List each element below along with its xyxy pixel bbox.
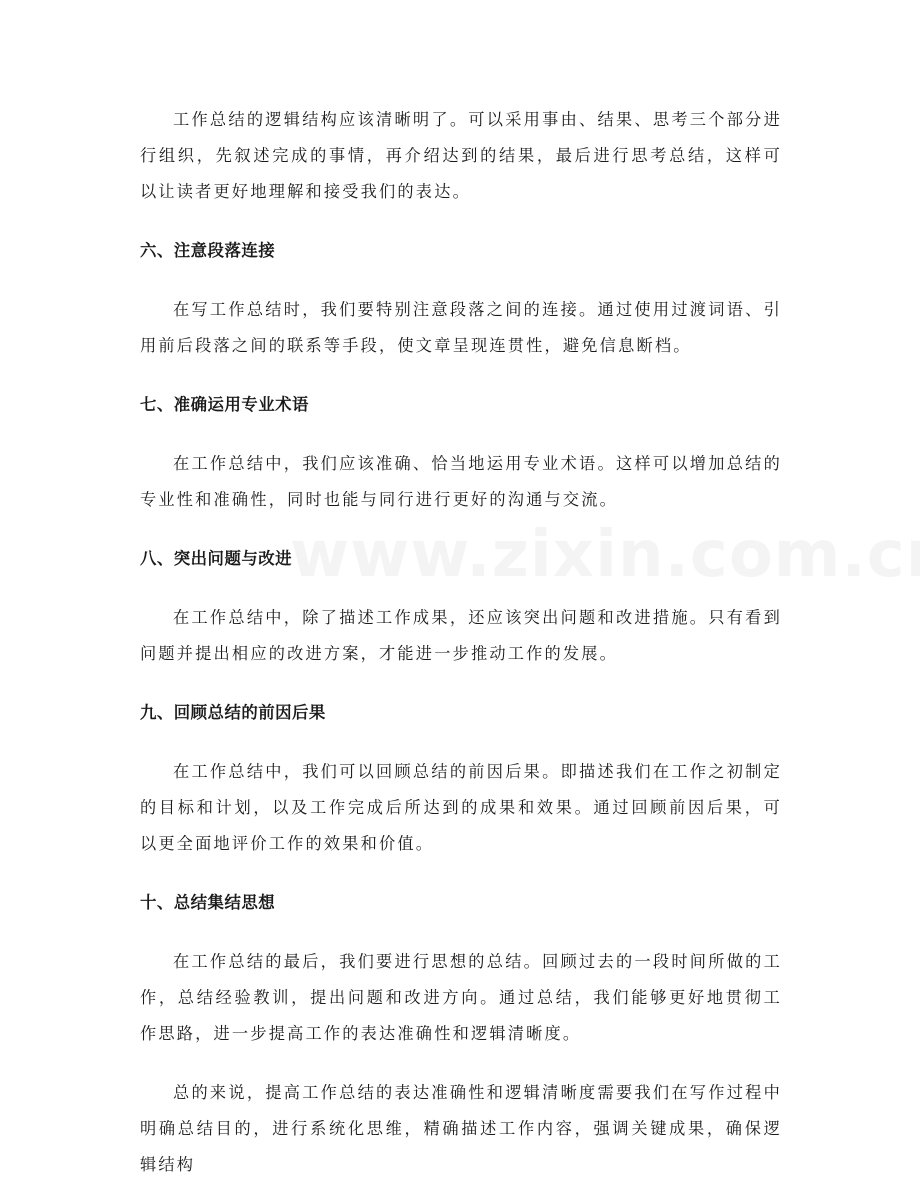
- paragraph-conclusion: 总的来说，提高工作总结的表达准确性和逻辑清晰度需要我们在写作过程中明确总结目的，进行系统化思维，精确描述工作内容，强调关键成果，确保逻辑结构: [140, 1083, 782, 1174]
- heading-section-7: 七、准确运用专业术语: [140, 395, 309, 414]
- heading-section-8: 八、突出问题与改进: [140, 549, 293, 568]
- paragraph-section-7: 在工作总结中，我们应该准确、恰当地运用专业术语。这样可以增加总结的专业性和准确性，同时也能与同行进行更好的沟通与交流。: [140, 454, 782, 509]
- paragraph-section-6: 在写工作总结时，我们要特别注意段落之间的连接。通过使用过渡词语、引用前后段落之间的联系等手段，使文章呈现连贯性，避免信息断档。: [140, 300, 782, 355]
- paragraph-section-8: 在工作总结中，除了描述工作成果，还应该突出问题和改进措施。只有看到问题并提出相应的改进方案，才能进一步推动工作的发展。: [140, 608, 782, 663]
- heading-section-6: 六、注意段落连接: [140, 241, 276, 260]
- heading-section-9: 九、回顾总结的前因后果: [140, 703, 326, 722]
- paragraph-section-9: 在工作总结中，我们可以回顾总结的前因后果。即描述我们在工作之初制定的目标和计划，以及工作完成后所达到的成果和效果。通过回顾前因后果，可以更全面地评价工作的效果和价值。: [140, 762, 782, 853]
- heading-section-10: 十、总结集结思想: [140, 893, 276, 912]
- paragraph-logic-structure: 工作总结的逻辑结构应该清晰明了。可以采用事由、结果、思考三个部分进行组织，先叙述完成的事情，再介绍达到的结果，最后进行思考总结，这样可以让读者更好地理解和接受我们的表达。: [140, 110, 782, 201]
- paragraph-section-10: 在工作总结的最后，我们要进行思想的总结。回顾过去的一段时间所做的工作，总结经验教训，提出问题和改进方向。通过总结，我们能够更好地贯彻工作思路，进一步提高工作的表达准确性和逻辑清晰度。: [140, 952, 782, 1043]
- document-body: [140, 102, 782, 1183]
